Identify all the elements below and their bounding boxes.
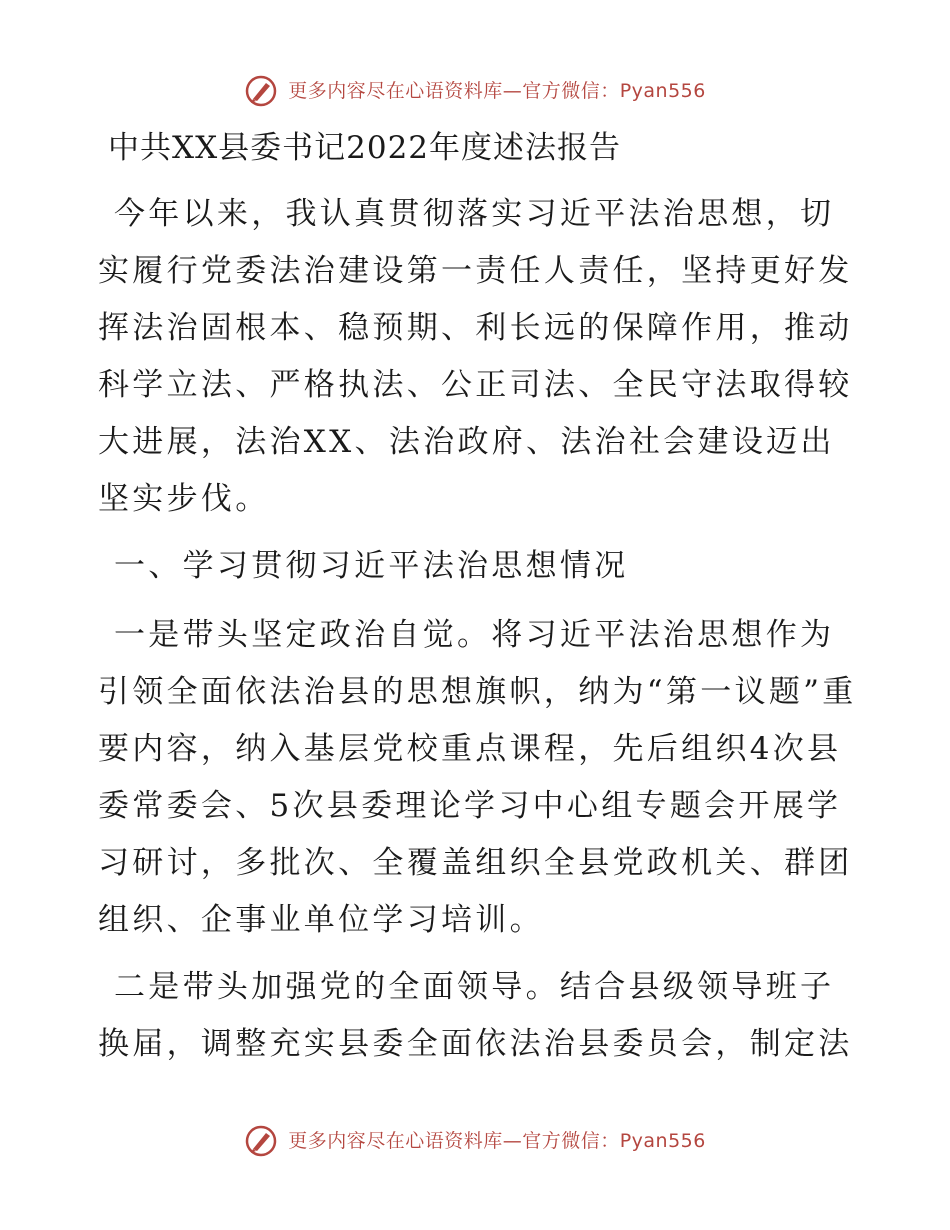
document-title: 中共XX县委书记2022年度述法报告 xyxy=(108,130,622,166)
watermark-logo-icon xyxy=(244,1124,278,1158)
section-paragraph-1: 一是带头坚定政治自觉。将习近平法治思想作为引领全面依法治县的思想旗帜，纳为“第一议题”重要内容，纳入基层党校重点课程，先后组织4次县委常委会、5次县委理论学习中心组专题会开展学习研讨，多批次、全覆盖组织全县党政机关、群团组织、企事业单位学习培训。 xyxy=(98,617,857,938)
section-heading: 一、学习贯彻习近平法治思想情况 xyxy=(114,548,629,584)
watermark-text: 更多内容尽在心语资料库—官方微信：Pyan556 xyxy=(288,79,706,102)
intro-paragraph: 今年以来，我认真贯彻落实习近平法治思想，切实履行党委法治建设第一责任人责任，坚持更好发挥法治固根本、稳预期、利长远的保障作用，推动科学立法、严格执法、公正司法、全民守法取得较大进展，法治XX、法治政府、法治社会建设迈出坚实步伐。 xyxy=(98,196,853,517)
section-paragraph-2: 二是带头加强党的全面领导。结合县级领导班子换届，调整充实县委全面依法治县委员会，制定法 xyxy=(98,969,853,1062)
document-body xyxy=(98,118,858,1083)
watermark-text: 更多内容尽在心语资料库—官方微信：Pyan556 xyxy=(288,1129,706,1152)
watermark-top xyxy=(0,72,950,108)
watermark-bottom xyxy=(0,1122,950,1158)
watermark-logo-icon xyxy=(244,74,278,108)
